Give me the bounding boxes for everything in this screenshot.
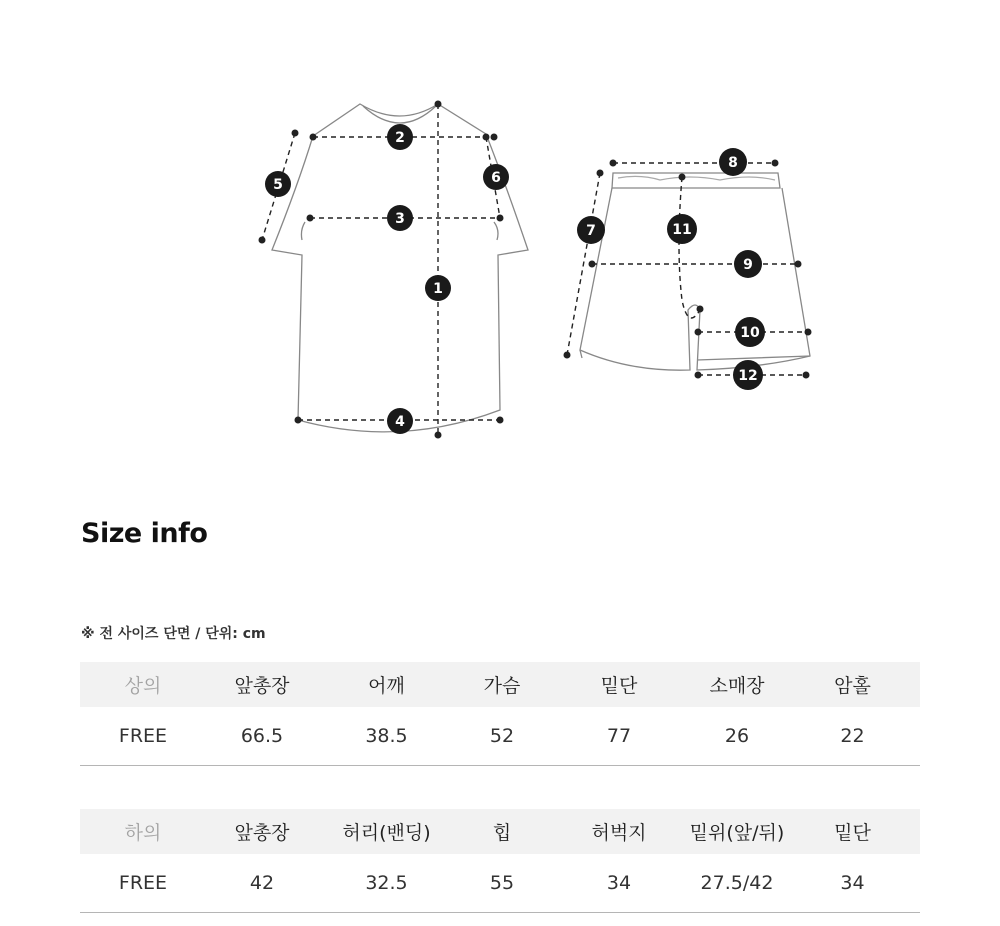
header-cell: 힙 [455,809,549,854]
marker-3 [387,205,413,231]
svg-text:4: 4 [395,414,405,430]
table-cell: 32.5 [318,854,455,913]
table-cell: 55 [455,854,549,913]
header-cell: 어깨 [318,662,455,707]
svg-text:10: 10 [740,325,760,341]
svg-text:5: 5 [273,177,283,193]
marker-8 [719,148,747,176]
header-cell: 암홀 [785,662,920,707]
marker-7 [577,216,605,244]
tshirt-outline [272,104,528,432]
svg-text:2: 2 [395,130,405,146]
table-row [80,707,920,766]
header-cell: 밑단 [549,662,689,707]
header-cell: 허리(밴딩) [318,809,455,854]
table-header-row [80,662,920,707]
header-cell: 앞총장 [206,809,318,854]
table-cell: 26 [689,707,785,766]
table-cell: 34 [785,854,920,913]
marker-1 [425,275,451,301]
unit-note: ※ 전 사이즈 단면 / 단위: cm [81,626,266,642]
header-cell: 밑단 [785,809,920,854]
marker-5 [265,171,291,197]
header-cell: 상의 [80,662,206,707]
marker-6 [483,164,509,190]
header-cell: 앞총장 [206,662,318,707]
table-cell: FREE [80,854,206,913]
shorts-outline [580,173,810,370]
svg-text:1: 1 [433,281,443,297]
table-cell: 34 [549,854,689,913]
svg-text:7: 7 [586,223,596,239]
marker-4 [387,408,413,434]
table-cell: 42 [206,854,318,913]
bottoms-size-table [80,809,920,913]
marker-12 [733,360,763,390]
marker-2 [387,124,413,150]
table-cell: 27.5/42 [689,854,785,913]
header-cell: 하의 [80,809,206,854]
table-row [80,854,920,913]
marker-11 [667,214,697,244]
svg-text:9: 9 [743,257,753,273]
svg-text:6: 6 [491,170,501,186]
svg-text:8: 8 [728,155,738,171]
table-cell: 38.5 [318,707,455,766]
header-cell: 허벅지 [549,809,689,854]
table-cell: 77 [549,707,689,766]
page-title: Size info [81,518,208,549]
table-cell: 22 [785,707,920,766]
table-cell: 66.5 [206,707,318,766]
marker-9 [734,250,762,278]
table-cell: 52 [455,707,549,766]
header-cell: 밑위(앞/뒤) [689,809,785,854]
marker-10 [735,317,765,347]
header-cell: 가슴 [455,662,549,707]
svg-text:3: 3 [395,211,405,227]
table-cell: FREE [80,707,206,766]
tops-size-table [80,662,920,766]
svg-text:12: 12 [738,368,758,384]
table-header-row [80,809,920,854]
header-cell: 소매장 [689,662,785,707]
svg-text:11: 11 [672,222,692,238]
